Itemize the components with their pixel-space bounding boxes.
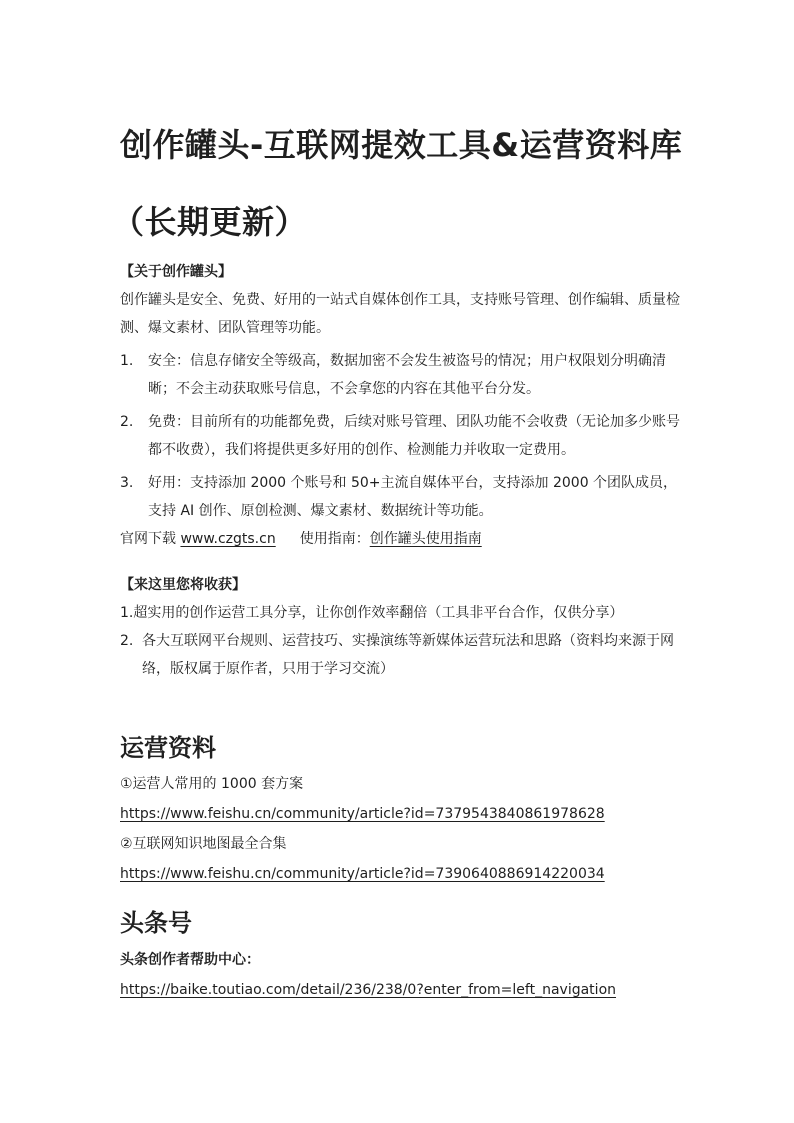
ops-section: [120, 770, 680, 888]
list-item-text: 各大互联网平台规则、运营技巧、实操演练等新媒体运营玩法和思路（资料均来源于网络，版权属于原作者，只用于学习交流）: [142, 633, 674, 677]
ops-heading: 运营资料: [120, 734, 216, 762]
user-guide-link[interactable]: 创作罐头使用指南: [369, 531, 482, 547]
list-item-number: 1.: [120, 353, 134, 369]
list-item-text: 好用：支持添加 2000 个账号和 50+主流自媒体平台，支持添加 2000 个团队成员，支持 AI 创作、原创检测、爆文素材、数据统计等功能。: [148, 475, 678, 519]
gains-heading: 【来这里您将收获】: [120, 577, 246, 593]
list-item: [120, 627, 680, 683]
toutiao-help-link[interactable]: https://baike.toutiao.com/detail/236/238/0?enter_from=left_navigation: [120, 982, 617, 998]
list-item-number: 2.: [120, 633, 134, 649]
ops-item-label: ②互联网知识地图最全合集: [120, 836, 287, 852]
about-heading: 【关于创作罐头】: [120, 264, 232, 280]
about-intro: 创作罐头是安全、免费、好用的一站式自媒体创作工具，支持账号管理、创作编辑、质量检测、爆文素材、团队管理等功能。: [120, 292, 680, 336]
ops-item-link[interactable]: https://www.feishu.cn/community/article?id=7390640886914220034: [120, 866, 605, 882]
download-label: 官网下载: [120, 531, 176, 547]
list-item-text: 安全：信息存储安全等级高，数据加密不会发生被盗号的情况；用户权限划分明确清晰；不会主动获取账号信息，不会拿您的内容在其他平台分发。: [148, 353, 666, 397]
official-site-link[interactable]: www.czgts.cn: [180, 531, 276, 547]
ops-item-label: ①运营人常用的 1000 套方案: [120, 776, 304, 792]
list-item-number: 3.: [120, 475, 134, 491]
toutiao-help-label: 头条创作者帮助中心：: [120, 952, 260, 968]
gains-section: [120, 571, 680, 683]
list-item: [120, 599, 680, 627]
download-line: [120, 525, 680, 553]
guide-label: 使用指南：: [299, 531, 370, 547]
list-item-text: 免费：目前所有的功能都免费，后续对账号管理、团队功能不会收费（无论加多少账号都不收费），我们将提供更多好用的创作、检测能力并收取一定费用。: [148, 414, 680, 458]
toutiao-heading: 头条号: [120, 909, 192, 937]
list-item-text: 超实用的创作运营工具分享，让你创作效率翻倍（工具非平台合作，仅供分享）: [133, 605, 624, 621]
about-section: [120, 258, 680, 553]
document-title-line2: （长期更新）: [112, 203, 308, 241]
list-item-number: 2.: [120, 414, 134, 430]
document-title-line1: 创作罐头-互联网提效工具&运营资料库: [120, 126, 683, 164]
ops-item-link[interactable]: https://www.feishu.cn/community/article?id=7379543840861978628: [120, 806, 605, 822]
list-item-number: 1.: [120, 605, 134, 621]
list-item: [120, 408, 680, 464]
list-item: [120, 347, 680, 403]
list-item: [120, 469, 680, 525]
toutiao-section: [120, 946, 680, 1004]
